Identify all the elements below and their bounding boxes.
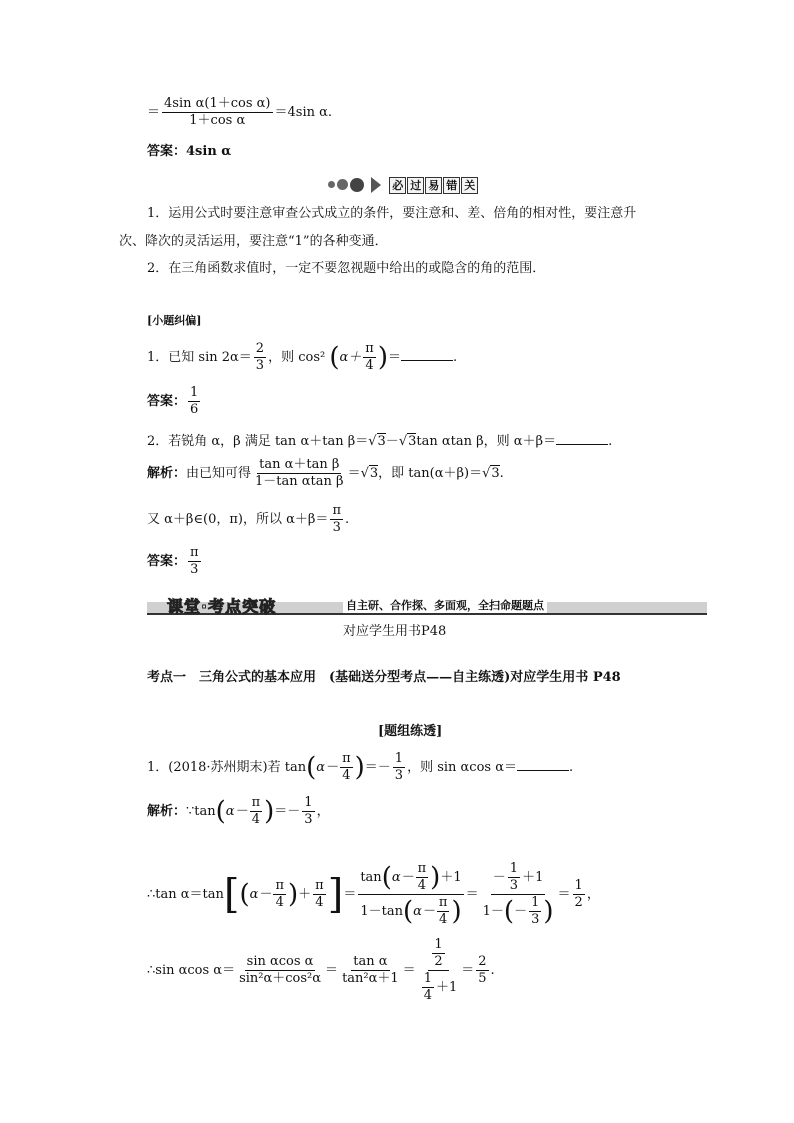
arrow-icon: [371, 177, 381, 193]
section-banner: [147, 596, 707, 618]
ex1-question: 1．(2018·苏州期末)若 tan(α－ $\frac{\pi}{4}$ )＝－ $\frac{1}{3}$ ，则 sin αcos α＝ .: [147, 751, 574, 783]
top-answer: 答案：4sin α: [147, 144, 232, 159]
kaodian-title: 考点一 三角公式的基本应用 (基础送分型考点——自主练透)对应学生用书 P48: [147, 670, 621, 685]
ex1-mid-fraction: － $\frac{1}{3}$ ＋1 1－(－ $\frac{1}{3}$ ): [482, 861, 554, 927]
ex1-solution-line3: ∴sin αcos α＝ $\frac{\text{sin αcos α}}{\text{sin²α＋cos²α}}$ ＝ $\frac{\text{tan α}}{\text{tan²α＋1}}$ ＝ $\frac{1}{2}$ $\frac{1}{4}$ ＋1 ＝ $\frac{2}{5}$ .: [147, 937, 495, 1003]
top-fraction: $\frac{\text{4sin α(1＋cos α)}}{\text{1＋cos α}}$: [164, 96, 271, 128]
mini-q2: 2．若锐角 α，β 满足 tan α＋tan β＝√3－√3tan αtan β，则 α＋β＝ .: [147, 434, 613, 449]
mistake-item-1-line2: 次、降次的灵活运用，要注意“1”的各种变通．: [119, 234, 388, 249]
mistake-item-2: 2．在三角函数求值时，一定不要忽视题中给出的或隐含的角的范围．: [147, 261, 546, 276]
mistakes-header: 必 过 易 错 关: [328, 174, 479, 194]
mini-a1: 答案： $\frac{1}{6}$: [147, 385, 199, 417]
answer-blank[interactable]: [556, 432, 608, 445]
mistake-item-1-line1: 1．运用公式时要注意审查公式成立的条件，要注意和、差、倍角的相对性，要注意升: [147, 206, 637, 221]
answer-blank[interactable]: [401, 348, 453, 361]
ex1-nested-fraction: $\frac{1}{2}$ $\frac{1}{4}$ ＋1: [423, 937, 458, 1003]
mini-label: [小题纠偏]: [147, 314, 202, 327]
top-equation: ＝ $\frac{\text{4sin α(1＋cos α)}}{\text{1＋cos α}}$ ＝4sin α.: [147, 96, 333, 128]
dots-icon: [328, 174, 366, 193]
page-reference: 对应学生用书P48: [343, 624, 447, 639]
group-label: [题组练透]: [378, 724, 443, 739]
mini-q1: 1．已知 sin 2α＝ $\frac{2}{3}$ ，则 cos² (α＋ $\frac{\pi}{4}$ )＝ .: [147, 341, 458, 373]
ex1-solution-line2: ∴tan α＝tan[(α－ $\frac{\pi}{4}$ )＋ $\frac{\pi}{4}$ ]＝ tan(α－ $\frac{\pi}{4}$ )＋1 1－tan(α－ $\frac{\pi}{4}$ ) ＝ － $\frac{1}{3}$ ＋1 1－(－ $\frac{1}{3}$ ) ＝ $\frac{1}{2}$ ，: [147, 861, 600, 927]
ex1-solution-line1: 解析：∵tan(α－ $\frac{\pi}{4}$ )＝－ $\frac{1}{3}$ ，: [147, 795, 330, 827]
mini-a2: 答案： $\frac{\pi}{3}$: [147, 545, 199, 577]
answer-blank[interactable]: [517, 758, 569, 771]
mini-solution-line1: 解析：由已知可得 $\frac{\text{tan α＋tan β}}{\text{1－tan αtan β}}$ ＝√3，即 tan(α＋β)＝√3.: [147, 457, 504, 489]
banner-subtitle: 自主研、合作探、多面观，全扫命题题点: [343, 597, 547, 613]
mini-solution-line2: 又 α＋β∈(0，π)，所以 α＋β＝ $\frac{\pi}{3}$ .: [147, 503, 350, 535]
ex1-big-fraction: tan(α－ $\frac{\pi}{4}$ )＋1 1－tan(α－ $\frac{\pi}{4}$ ): [360, 861, 462, 927]
banner-title: 课堂·考点突破: [167, 597, 277, 616]
